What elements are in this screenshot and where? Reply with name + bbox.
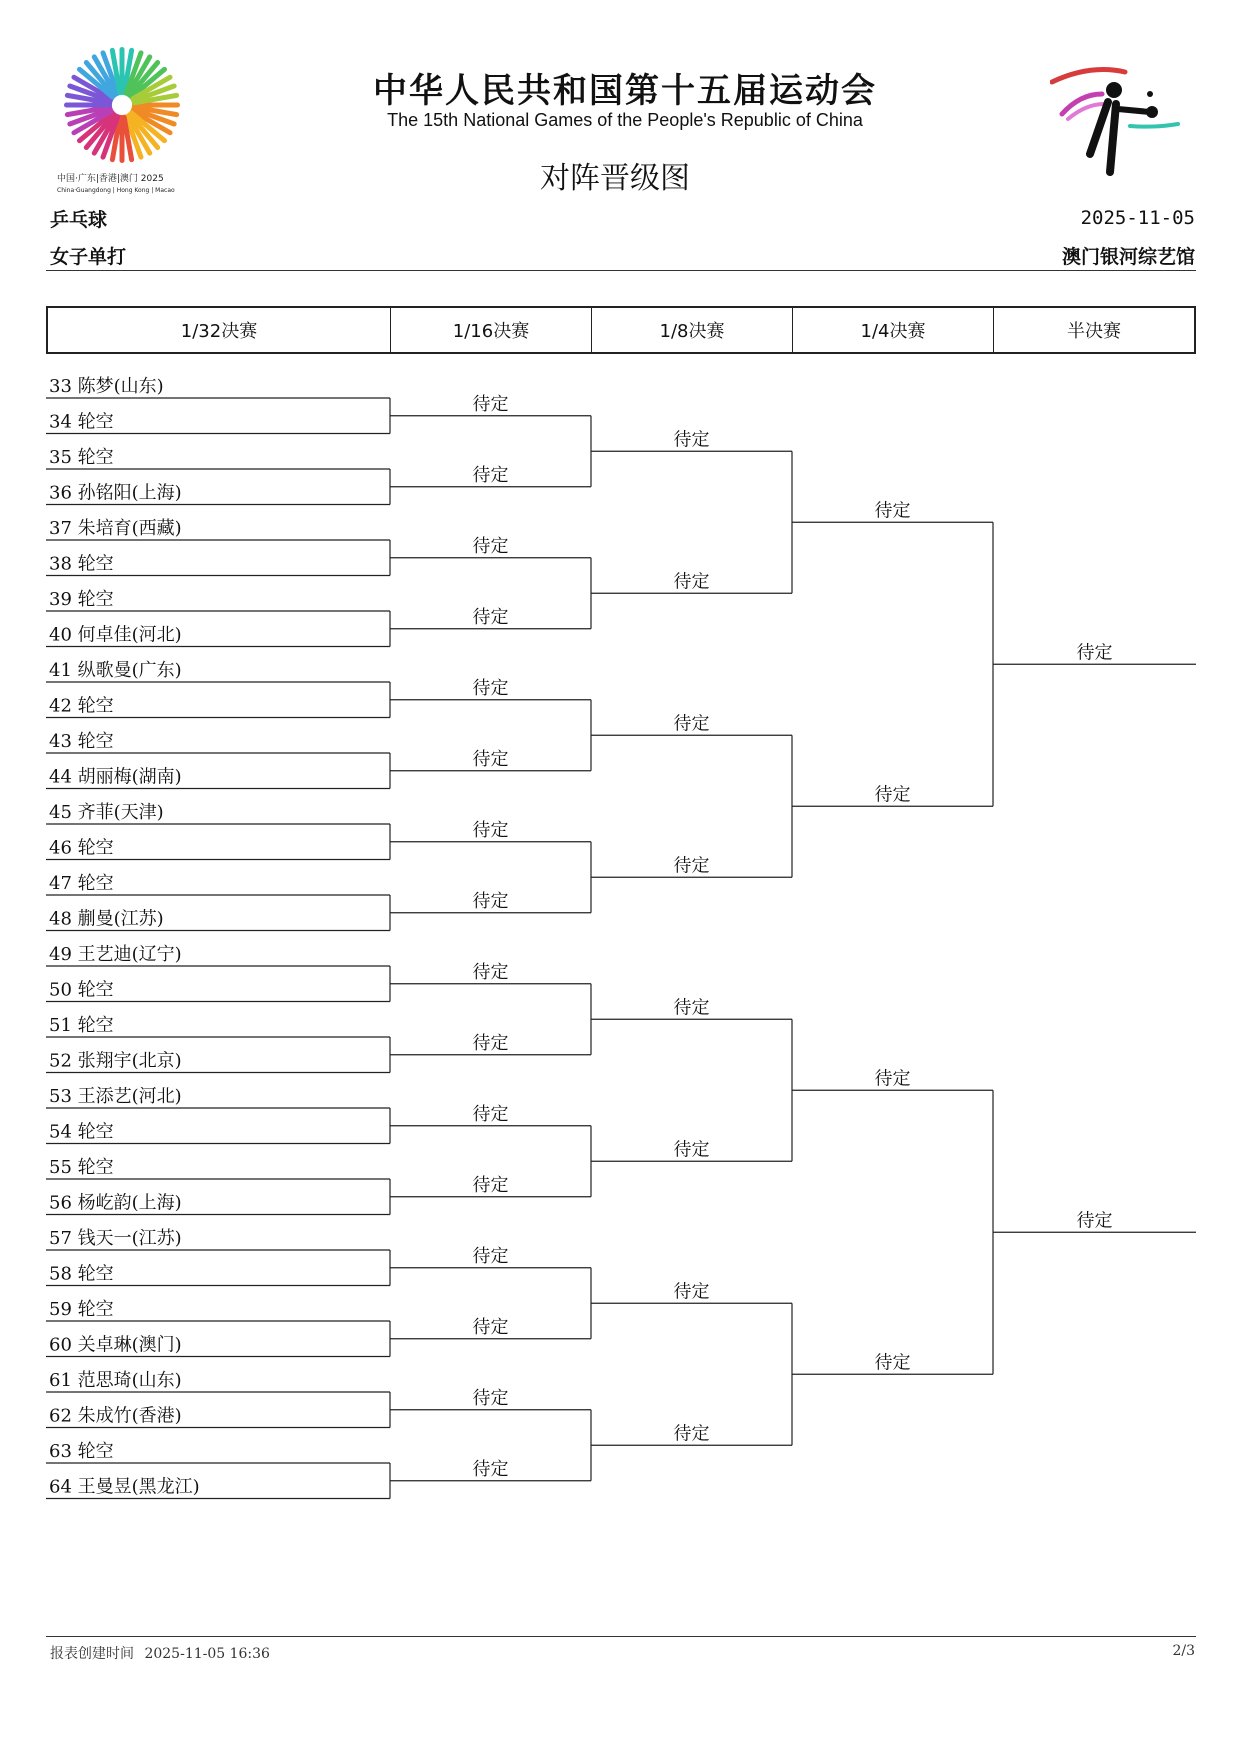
logo-caption-cn: 中国·广东|香港|澳门 2025 [57, 174, 164, 184]
winner-label: 待定 [673, 997, 710, 1019]
winner-label: 待定 [472, 535, 509, 557]
event-name: 女子单打 [50, 246, 127, 268]
created-time: 2025-11-05 16:36 [144, 1646, 270, 1662]
winner-label: 待定 [472, 393, 509, 415]
column-quarterfinal: 1/4决赛 [793, 308, 994, 352]
entrant-label: 50 轮空 [49, 979, 114, 1001]
winner-label: 待定 [673, 571, 710, 593]
match-date: 2025-11-05 [1080, 207, 1195, 229]
column-round-of-16: 1/8决赛 [592, 308, 793, 352]
entrant-label: 43 轮空 [49, 731, 114, 752]
entrant-label: 59 轮空 [49, 1299, 114, 1320]
winner-label: 待定 [673, 1139, 710, 1161]
entrant-label: 36 孙铭阳(上海) [49, 482, 182, 504]
winner-label: 待定 [472, 1387, 509, 1409]
entrant-label: 42 轮空 [49, 695, 114, 717]
winner-label: 待定 [874, 1068, 911, 1090]
entrant-label: 58 轮空 [49, 1263, 114, 1285]
entrant-label: 39 轮空 [49, 589, 114, 610]
winner-label: 待定 [472, 1174, 509, 1196]
winner-label: 待定 [1076, 642, 1113, 664]
winner-label: 待定 [472, 606, 509, 628]
winner-label: 待定 [874, 500, 911, 522]
sport-name: 乒乓球 [50, 209, 108, 231]
entrant-label: 53 王添艺(河北) [49, 1086, 182, 1107]
logo-caption-en: China·Guangdong | Hong Kong | Macao [57, 187, 175, 194]
entrant-label: 44 胡丽梅(湖南) [49, 766, 182, 788]
footer-divider [46, 1636, 1196, 1637]
entrant-label: 41 纵歌曼(广东) [49, 660, 182, 681]
entrant-label: 38 轮空 [49, 553, 114, 575]
winner-label: 待定 [673, 429, 710, 451]
entrant-label: 54 轮空 [49, 1121, 114, 1143]
venue-name: 澳门银河综艺馆 [1061, 246, 1195, 268]
winner-label: 待定 [472, 890, 509, 912]
winner-label: 待定 [1076, 1210, 1113, 1232]
winner-label: 待定 [673, 1281, 710, 1303]
winner-label: 待定 [472, 961, 509, 983]
winner-label: 待定 [472, 1458, 509, 1480]
entrant-label: 34 轮空 [49, 411, 114, 433]
winner-label: 待定 [472, 1032, 509, 1054]
winner-label: 待定 [874, 1352, 911, 1374]
entrant-label: 33 陈梦(山东) [49, 376, 164, 397]
entrant-label: 62 朱成竹(香港) [49, 1405, 182, 1427]
bracket-subtitle: 对阵晋级图 [540, 161, 690, 196]
winner-label: 待定 [472, 748, 509, 770]
winner-label: 待定 [874, 784, 911, 806]
entrant-label: 47 轮空 [49, 873, 114, 894]
page-title-cn: 中华人民共和国第十五届运动会 [373, 71, 877, 111]
page-number: 2/3 [1172, 1643, 1195, 1659]
entrant-label: 56 杨屹韵(上海) [49, 1192, 182, 1214]
entrant-label: 45 齐菲(天津) [49, 802, 164, 823]
entrant-label: 63 轮空 [49, 1441, 114, 1462]
entrant-label: 61 范思琦(山东) [49, 1370, 182, 1391]
winner-label: 待定 [472, 464, 509, 486]
entrant-label: 37 朱培育(西藏) [49, 518, 182, 539]
entrant-label: 46 轮空 [49, 837, 114, 859]
entrant-label: 55 轮空 [49, 1157, 114, 1178]
entrant-label: 49 王艺迪(辽宁) [49, 944, 182, 965]
column-round-of-32: 1/16决赛 [391, 308, 592, 352]
page-title-en: The 15th National Games of the People's Republic of China [387, 110, 863, 130]
entrant-label: 40 何卓佳(河北) [49, 624, 182, 646]
winner-label: 待定 [673, 855, 710, 877]
winner-label: 待定 [472, 677, 509, 699]
winner-label: 待定 [673, 1423, 710, 1445]
report-created [50, 1643, 270, 1663]
entrant-label: 35 轮空 [49, 447, 114, 468]
winner-label: 待定 [673, 713, 710, 735]
column-round-of-64: 1/32决赛 [48, 308, 391, 352]
entrant-label: 64 王曼昱(黑龙江) [49, 1476, 200, 1498]
winner-label: 待定 [472, 1103, 509, 1125]
winner-label: 待定 [472, 1316, 509, 1338]
entrant-label: 52 张翔宇(北京) [49, 1050, 182, 1072]
created-label: 报表创建时间 [50, 1646, 134, 1662]
entrant-label: 57 钱天一(江苏) [49, 1228, 182, 1249]
entrant-label: 51 轮空 [49, 1015, 114, 1036]
entrant-label: 60 关卓琳(澳门) [49, 1334, 182, 1356]
winner-label: 待定 [472, 819, 509, 841]
column-semifinal: 半决赛 [1067, 321, 1121, 342]
entrant-label: 48 蒯曼(江苏) [49, 908, 164, 930]
winner-label: 待定 [472, 1245, 509, 1267]
